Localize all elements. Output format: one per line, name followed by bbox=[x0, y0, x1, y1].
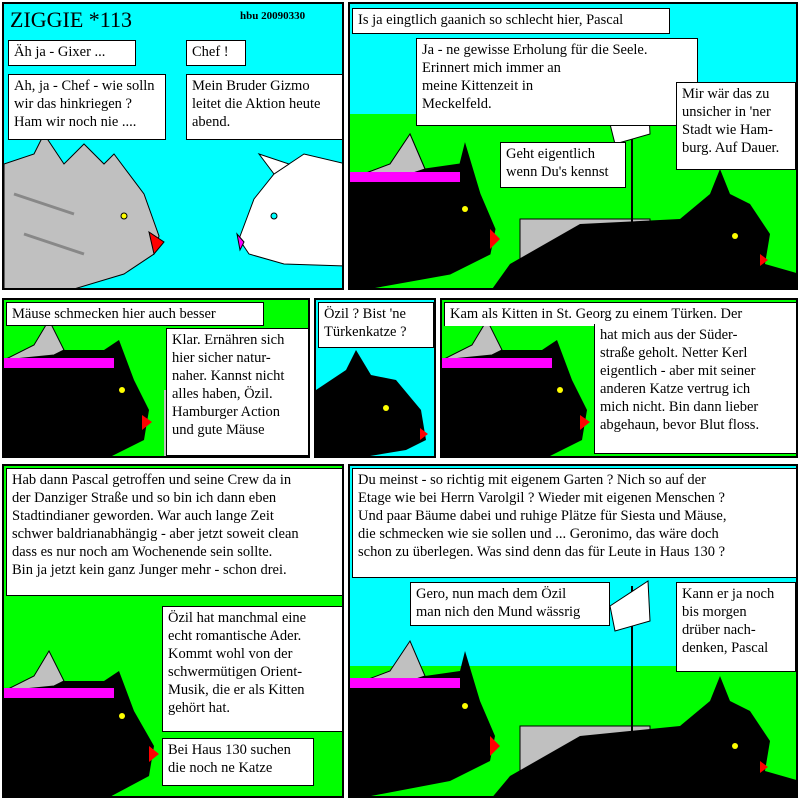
speech-bubble: Gero, nun mach dem Özil man nich den Mund wässrig bbox=[410, 582, 610, 626]
speech-bubble: hat mich aus der Süder- straße geholt. Netter Kerl eigentlich - aber mit seiner anderen Katze vertrug ich mich nicht. Bin dann lieber abgehaun, bevor Blut floss. bbox=[594, 324, 798, 454]
speech-bubble: Geht eigentlich wenn Du's kennst bbox=[500, 142, 626, 188]
speech-bubble: Kam als Kitten in St. Georg zu einem Türken. Der bbox=[444, 302, 798, 326]
speech-bubble: Chef ! bbox=[186, 40, 246, 66]
speech-bubble: Bei Haus 130 suchen die noch ne Katze bbox=[162, 738, 314, 786]
panel-1 bbox=[2, 2, 344, 290]
speech-bubble: Ah, ja - Chef - wie solln wir das hinkriegen ? Ham wir noch nie .... bbox=[8, 74, 166, 140]
speech-bubble: Klar. Ernähren sich hier sicher natur- naher. Kannst nicht alles haben, Özil. Hamburger Action und gute Mäuse bbox=[166, 328, 310, 456]
panel-5 bbox=[440, 298, 798, 458]
speech-bubble: Du meinst - so richtig mit eigenem Garten ? Nich so auf der Etage wie bei Herrn Varolgil ? Wieder mit eigenen Menschen ? Und paar Bäume dabei und ruhige Plätze für Siesta und Mäuse, die schmecken wie sie sollen und ... Geronimo, das wäre doch schon zu überlegen. Was sind denn das für Leute in Haus 130 ? bbox=[352, 468, 798, 578]
panel-3 bbox=[2, 298, 310, 458]
speech-bubble: Äh ja - Gixer ... bbox=[8, 40, 136, 66]
speech-bubble: Özil ? Bist 'ne Türkenkatze ? bbox=[318, 302, 434, 348]
date-stamp: hbu 20090330 bbox=[240, 10, 306, 22]
speech-bubble: Kann er ja noch bis morgen drüber nach- denken, Pascal bbox=[676, 582, 796, 672]
speech-bubble: Mir wär das zu unsicher in 'ner Stadt wie Ham- burg. Auf Dauer. bbox=[676, 82, 796, 170]
speech-bubble: Hab dann Pascal getroffen und seine Crew da in der Danziger Straße und so bin ich dann eben Stadtindianer geworden. War auch lange Zeit schwer baldrianabhängig - aber jetzt soweit clean dass es nur noch am Wochenende sein sollte. Bin ja jetzt kein ganz Junger mehr - schon drei. bbox=[6, 468, 344, 596]
speech-bubble: Mein Bruder Gizmo leitet die Aktion heute abend. bbox=[186, 74, 344, 140]
speech-bubble: Özil hat manchmal eine echt romantische Ader. Kommt wohl von der schwermütigen Orient- Musik, die er als Kitten gehört hat. bbox=[162, 606, 344, 732]
panel-4 bbox=[314, 298, 436, 458]
speech-bubble: Ja - ne gewisse Erholung für die Seele. Erinnert mich immer an meine Kittenzeit in Meckelfeld. bbox=[416, 38, 698, 126]
comic-title: ZIGGIE *113 bbox=[10, 7, 132, 32]
speech-bubble: Mäuse schmecken hier auch besser bbox=[6, 302, 264, 326]
panel-7 bbox=[348, 464, 798, 798]
panel-2 bbox=[348, 2, 798, 290]
speech-bubble: Is ja eingtlich gaanich so schlecht hier, Pascal bbox=[352, 8, 670, 34]
panel-6 bbox=[2, 464, 344, 798]
